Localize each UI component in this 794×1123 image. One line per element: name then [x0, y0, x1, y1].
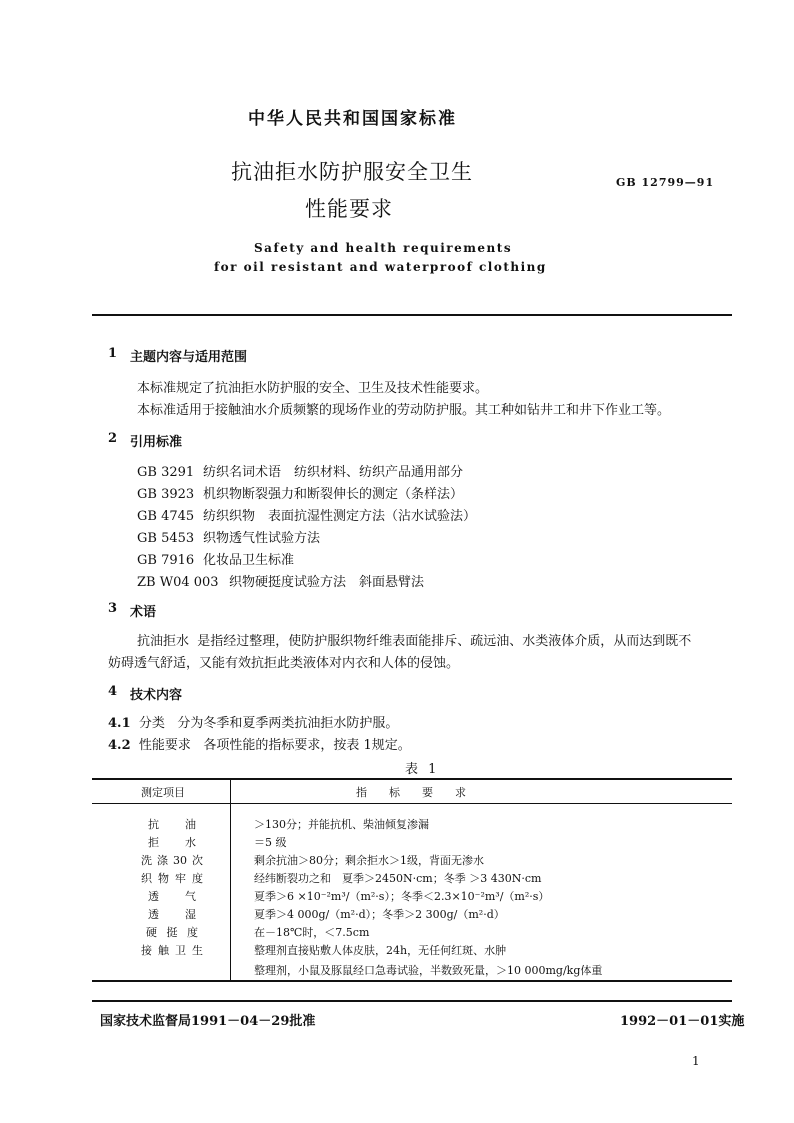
table-row-item: 拒水 [148, 836, 196, 849]
item-4-2 [108, 734, 411, 753]
table-row-requirement: ＞130分；并能抗机、柴油倾复渗漏 [254, 818, 429, 831]
item-4-1-number: 4.1 [108, 716, 131, 731]
reference-code: GB 7916 [137, 553, 195, 568]
english-title-line2: for oil resistant and waterproof clothing [214, 260, 547, 274]
table-header-item: 测定项目 [141, 786, 185, 799]
table-header-requirement: 指 标 要 求 [356, 786, 466, 799]
table-row-requirement: 经纬断裂功之和 夏季＞2450N·cm；冬季 ＞3 430N·cm [254, 872, 542, 885]
reference-item [137, 527, 320, 546]
item-4-1-label: 分类 [138, 716, 165, 731]
item-4-1 [108, 712, 398, 731]
reference-code: GB 5453 [137, 531, 195, 546]
table-bottom-rule [92, 980, 732, 982]
section-1-heading: 主题内容与适用范围 [130, 350, 248, 365]
table-row-requirement: 整理剂，小鼠及豚鼠经口急毒试验，半数致死量，＞10 000mg/kg体重 [254, 964, 603, 977]
approval-date: 国家技术监督局1991－04－29批准 [100, 1014, 316, 1029]
item-4-1-text: 分为冬季和夏季两类抗油拒水防护服。 [177, 716, 399, 731]
table-caption: 表 1 [405, 762, 440, 777]
section-4-heading: 技术内容 [130, 688, 183, 703]
reference-item [137, 505, 476, 524]
term-definition-line-1 [137, 630, 691, 649]
reference-title: 织物硬挺度试验方法 斜面悬臂法 [229, 575, 425, 590]
reference-item [137, 571, 424, 590]
reference-code: GB 3923 [137, 487, 195, 502]
section-2-number: 2 [108, 431, 118, 446]
table-row-item: 织物牢度 [141, 872, 203, 885]
footer-divider [92, 1000, 732, 1002]
reference-title: 织物透气性试验方法 [203, 531, 321, 546]
section-3-heading: 术语 [130, 605, 157, 620]
term-definition-line-2: 妨碍透气舒适，又能有效抗拒此类液体对内衣和人体的侵蚀。 [108, 656, 460, 671]
table-row-requirement: ＝5 级 [254, 836, 287, 849]
page-number: 1 [692, 1054, 700, 1068]
table-row-item: 接触卫生 [141, 944, 203, 957]
reference-title: 纺织名词术语 纺织材料、纺织产品通用部分 [203, 465, 464, 480]
table-row-item: 硬挺度 [146, 926, 198, 939]
reference-code: GB 3291 [137, 465, 195, 480]
reference-title: 机织物断裂强力和断裂伸长的测定（条样法） [203, 487, 464, 502]
table-row-requirement: 在－18℃时，＜7.5cm [254, 926, 370, 939]
table-column-divider [230, 778, 231, 980]
national-standard-title: 中华人民共和国国家标准 [248, 109, 457, 129]
document-title-line1: 抗油拒水防护服安全卫生 [231, 160, 473, 184]
section-3-number: 3 [108, 601, 118, 616]
section-4-number: 4 [108, 684, 118, 699]
standard-number: GB 12799—91 [616, 176, 715, 189]
header-divider [92, 314, 732, 316]
english-title-line1: Safety and health requirements [254, 241, 513, 255]
table-row-requirement: 夏季＞4 000g/（m²·d）；冬季＞2 300g/（m²·d） [254, 908, 505, 921]
document-title-line2: 性能要求 [305, 197, 393, 221]
term-definition: 是指经过整理，使防护服织物纤维表面能排斥、疏远油、水类液体介质，从而达到既不 [197, 634, 692, 649]
item-4-2-label: 性能要求 [138, 738, 191, 753]
reference-title: 化妆品卫生标准 [203, 553, 295, 568]
reference-item [137, 483, 463, 502]
reference-code: ZB W04 003 [137, 575, 219, 590]
item-4-2-number: 4.2 [108, 738, 131, 753]
section-1-paragraph-1: 本标准规定了抗油拒水防护服的安全、卫生及技术性能要求。 [137, 381, 489, 396]
table-top-rule [92, 778, 732, 780]
table-row-requirement: 夏季＞6 ×10⁻²m³/（m²·s）；冬季＜2.3×10⁻²m³/（m²·s） [254, 890, 550, 903]
table-row-item: 洗涤30次 [141, 854, 203, 867]
reference-item [137, 549, 294, 568]
section-1-number: 1 [108, 346, 118, 361]
term-name: 抗油拒水 [137, 634, 190, 649]
table-row-requirement: 整理剂直接贴敷人体皮肤，24h，无任何红斑、水肿 [254, 944, 507, 957]
table-header-rule [92, 803, 732, 804]
reference-title: 纺织织物 表面抗湿性测定方法（沾水试验法） [203, 509, 477, 524]
section-2-heading: 引用标准 [130, 435, 183, 450]
reference-code: GB 4745 [137, 509, 195, 524]
implementation-date: 1992－01－01实施 [620, 1014, 745, 1029]
section-1-paragraph-2: 本标准适用于接触油水介质频繁的现场作业的劳动防护服。其工种如钻井工和井下作业工等。 [137, 403, 671, 418]
table-row-item: 透气 [148, 890, 196, 903]
item-4-2-text: 各项性能的指标要求，按表 1规定。 [203, 738, 411, 753]
reference-item [137, 461, 463, 480]
table-row-item: 透湿 [148, 908, 196, 921]
table-row-requirement: 剩余抗油＞80分；剩余拒水＞1级，背面无渗水 [254, 854, 484, 867]
table-row-item: 抗油 [148, 818, 196, 831]
